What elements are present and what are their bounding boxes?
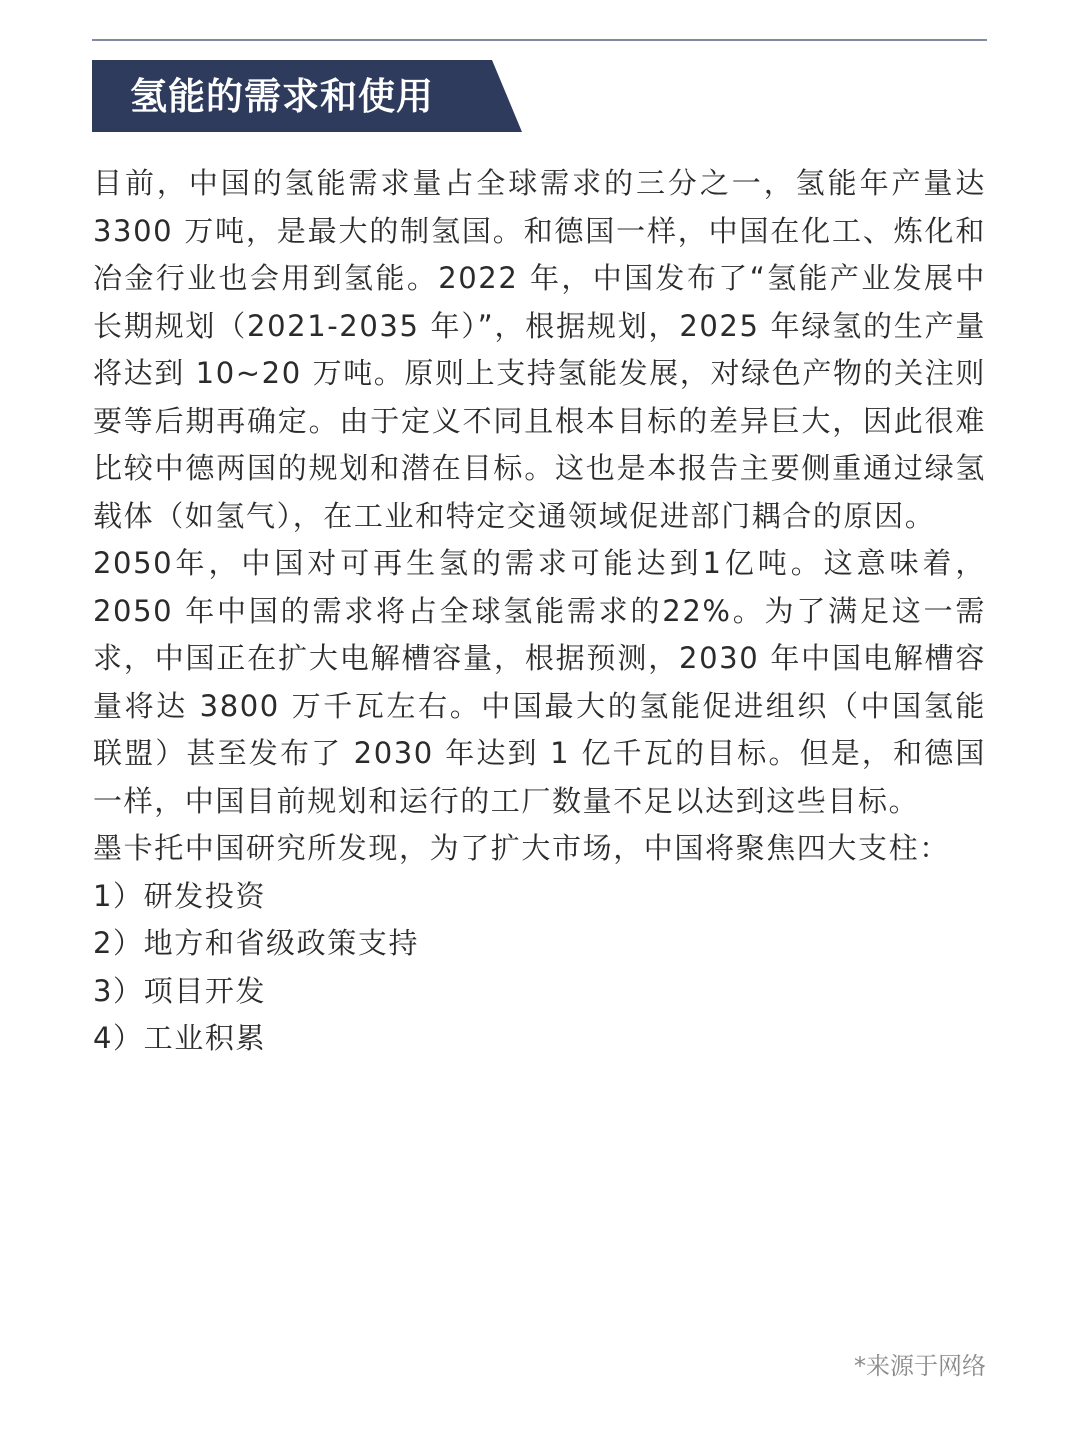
list-item: 2）地方和省级政策支持 [93,926,420,960]
pillars-list [93,873,986,1063]
paragraph-demand-overview: 目前，中国的氢能需求量占全球需求的三分之一，氢能年产量达 3300 万吨，是最大的制氢国。和德国一样，中国在化工、炼化和冶金行业也会用到氢能。2022 年，中国发布了“氢能产业发展中长期规划（2021-2035 年）”，根据规划，2025 年绿氢的生产量将达到 10~20 万吨。原则上支持氢能发展，对绿色产物的关注则要等后期再确定。由于定义不同且根本目标的差异巨大，因此很难比较中德两国的规划和潜在目标。这也是本报告主要侧重通过绿氢载体（如氢气），在工业和特定交通领域促进部门耦合的原因。 [93,166,986,533]
top-divider [92,39,987,41]
section-title: 氢能的需求和使用 [130,74,434,118]
article-body [93,160,986,1063]
list-item: 4）工业积累 [93,1021,267,1055]
paragraph-2050-outlook: 2050年，中国对可再生氢的需求可能达到1亿吨。这意味着，2050 年中国的需求将占全球氢能需求的22%。为了满足这一需求，中国正在扩大电解槽容量，根据预测，2030 年中国电解槽容量将达 3800 万千瓦左右。中国最大的氢能促进组织（中国氢能联盟）甚至发布了 2030 年达到 1 亿千瓦的目标。但是，和德国一样，中国目前规划和运行的工厂数量不足以达到这些目标。 [93,546,986,818]
list-item: 3）项目开发 [93,973,267,1008]
paragraph-pillars-intro: 墨卡托中国研究所发现，为了扩大市场，中国将聚焦四大支柱： [93,831,950,865]
source-note: *来源于网络 [854,1352,986,1380]
list-item: 1）研发投资 [93,878,267,913]
